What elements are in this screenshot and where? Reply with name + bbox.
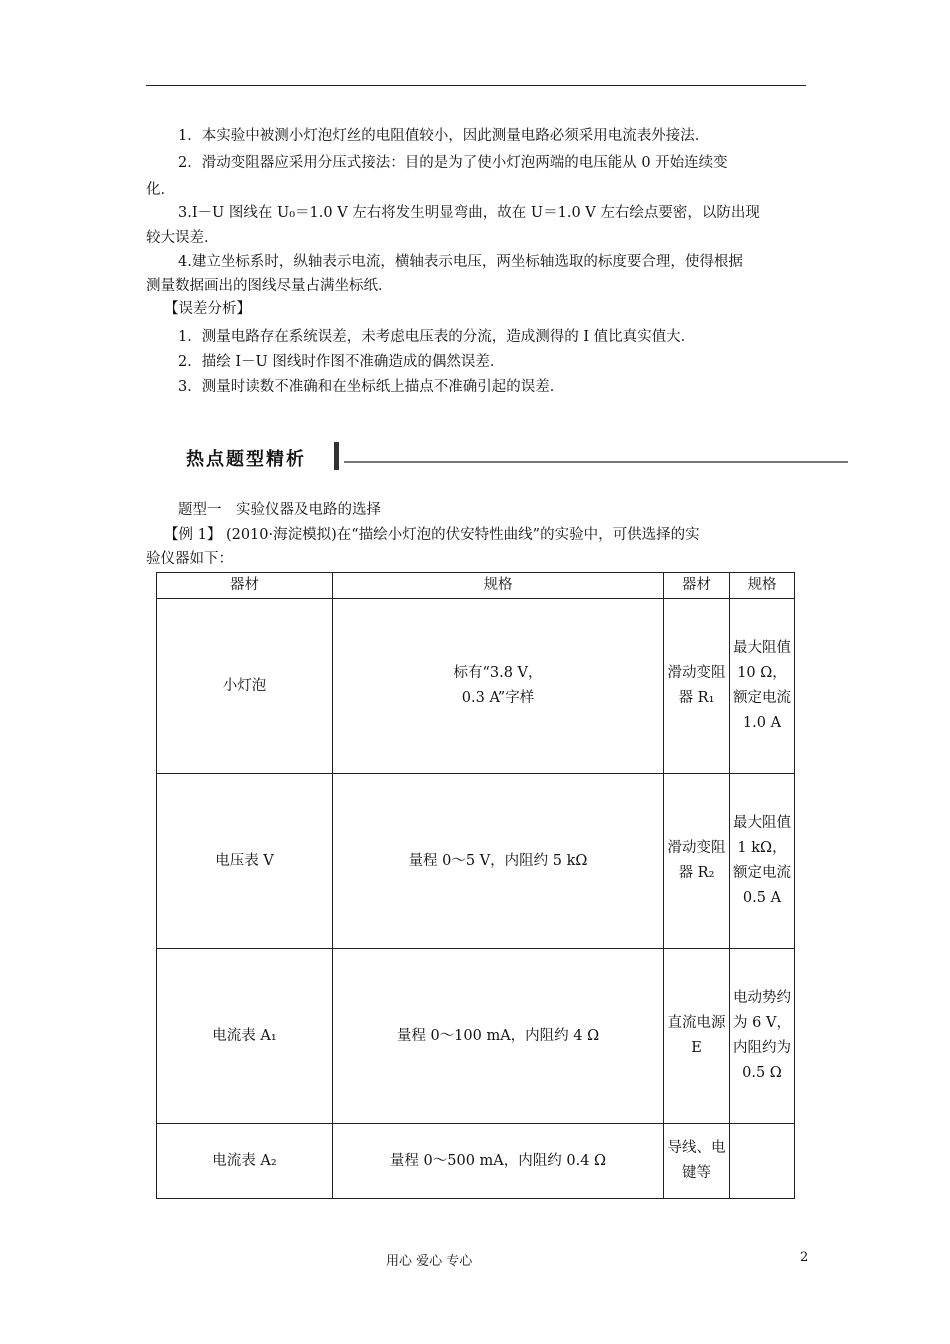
spec-line: 0.3 A”字样	[461, 690, 535, 706]
note-4-cont: 测量数据画出的图线尽量占满坐标纸．	[146, 278, 393, 294]
item-cell: 电压表 V	[157, 774, 333, 949]
spec-cell-2: 电动势约为 6 V，内阻约为 0.5 Ω	[730, 949, 795, 1124]
section-heading	[178, 440, 848, 474]
error-heading: 【误差分析】	[164, 301, 251, 317]
header-spec-2: 规格	[730, 573, 795, 599]
example-line-1: 【例 1】 (2010·海淀模拟)在“描绘小灯泡的伏安特性曲线”的实验中，可供选择的实	[164, 527, 700, 543]
equipment-table	[156, 572, 795, 1199]
spec-cell: 量程 0～5 V，内阻约 5 kΩ	[333, 774, 664, 949]
item-cell-2: 滑动变阻器 R₂	[664, 774, 730, 949]
spec-line: 标有“3.8 V，	[453, 665, 543, 681]
section-heading-text: 热点题型精析	[186, 449, 306, 470]
item-cell-2: 导线、电键等	[664, 1124, 730, 1199]
spec-cell: 量程 0～100 mA，内阻约 4 Ω	[333, 949, 664, 1124]
error-2: 2．描绘 I－U 图线时作图不准确造成的偶然误差．	[178, 354, 505, 370]
heading-bar	[334, 442, 339, 470]
table-header-row	[157, 573, 795, 599]
note-2: 2．滑动变阻器应采用分压式接法：目的是为了使小灯泡两端的电压能从 0 开始连续变	[178, 155, 728, 171]
question-type-title: 题型一 实验仪器及电路的选择	[178, 502, 381, 518]
table-row	[157, 949, 795, 1124]
item-cell-2: 滑动变阻器 R₁	[664, 599, 730, 774]
header-item: 器材	[157, 573, 333, 599]
item-cell: 电流表 A₂	[157, 1124, 333, 1199]
table-row	[157, 1124, 795, 1199]
spec-cell	[333, 599, 664, 774]
note-4: 4.建立坐标系时，纵轴表示电流，横轴表示电压，两坐标轴选取的标度要合理，使得根据	[178, 254, 743, 270]
header-spec: 规格	[333, 573, 664, 599]
page-number: 2	[800, 1250, 809, 1265]
note-2-cont: 化．	[146, 182, 175, 198]
spec-cell-2: 最大阻值 10 Ω，额定电流 1.0 A	[730, 599, 795, 774]
error-3: 3．测量时读数不准确和在坐标纸上描点不准确引起的误差．	[178, 379, 565, 395]
header-rule	[146, 85, 806, 86]
spec-cell: 量程 0～500 mA，内阻约 0.4 Ω	[333, 1124, 664, 1199]
spec-cell-2	[730, 1124, 795, 1199]
example-line-2: 验仪器如下：	[146, 551, 233, 567]
item-cell-2: 直流电源 E	[664, 949, 730, 1124]
note-3-cont: 较大误差．	[146, 230, 219, 246]
error-1: 1．测量电路存在系统误差，未考虑电压表的分流，造成测得的 I 值比真实值大．	[178, 329, 696, 345]
spec-cell-2: 最大阻值 1 kΩ，额定电流 0.5 A	[730, 774, 795, 949]
item-cell: 小灯泡	[157, 599, 333, 774]
table-row	[157, 599, 795, 774]
note-1: 1．本实验中被测小灯泡灯丝的电阻值较小，因此测量电路必须采用电流表外接法．	[178, 128, 710, 144]
item-cell: 电流表 A₁	[157, 949, 333, 1124]
table-row	[157, 774, 795, 949]
note-3: 3.I－U 图线在 U₀＝1.0 V 左右将发生明显弯曲，故在 U＝1.0 V 左右绘点要密，以防出现	[178, 205, 760, 221]
heading-rule	[344, 461, 848, 463]
footer-slogan: 用心 爱心 专心	[386, 1254, 473, 1269]
header-item-2: 器材	[664, 573, 730, 599]
